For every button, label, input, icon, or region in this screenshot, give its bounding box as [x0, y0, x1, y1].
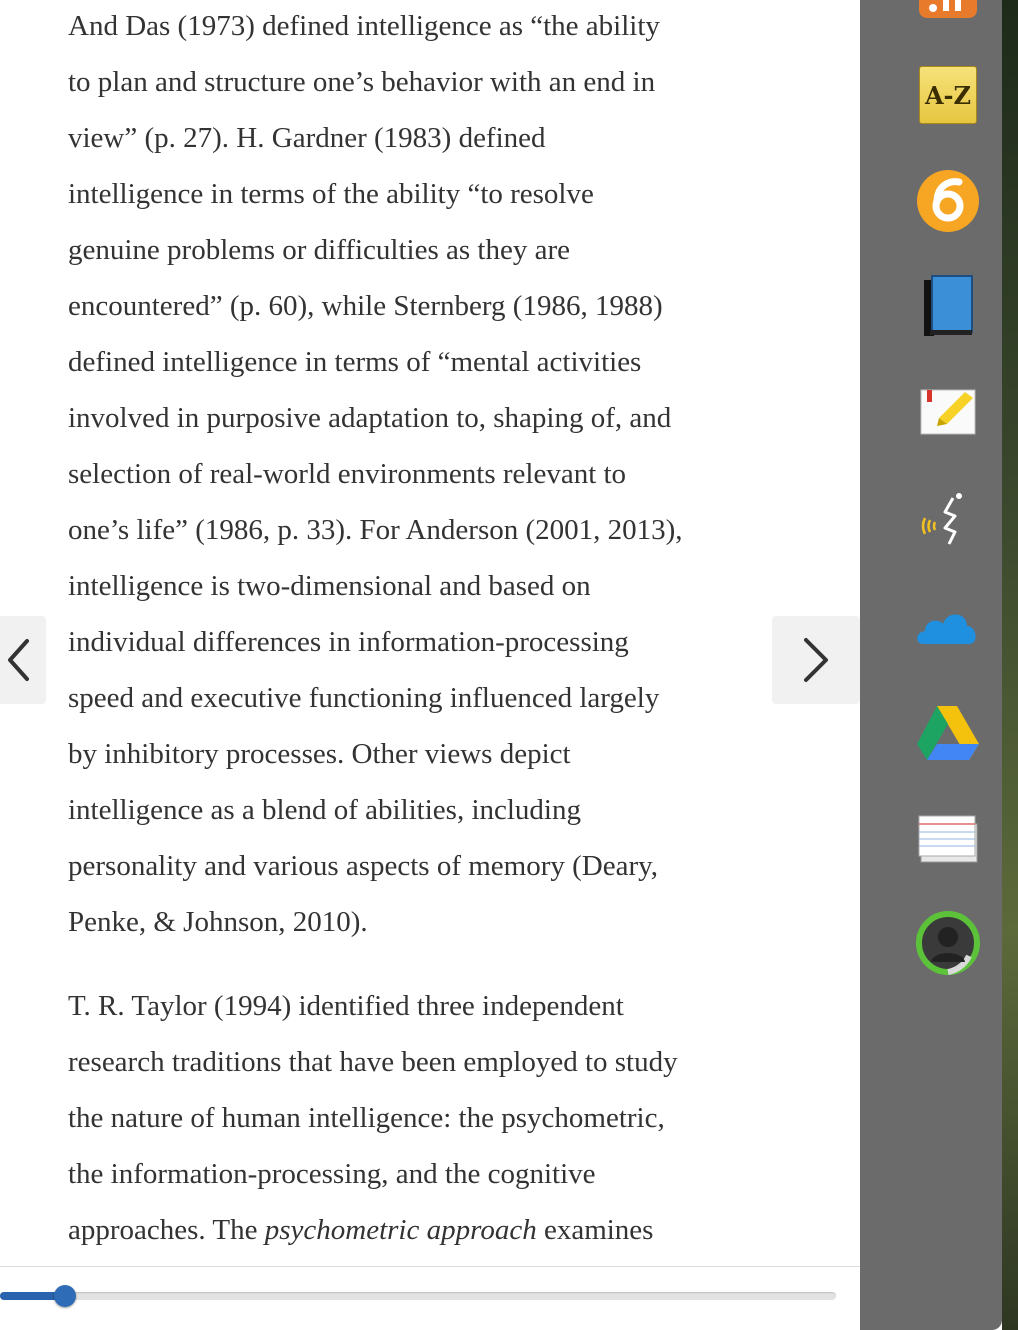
text-line: involved in purposive adaptation to, shaping of, and [68, 402, 672, 434]
text-to-speech-icon [915, 488, 981, 554]
book-icon [918, 272, 978, 338]
text-line: genuine problems or difficulties as they are [68, 234, 570, 266]
text-line: personality and various aspects of memory (Deary, [68, 850, 659, 882]
text-line: one’s life” (1986, p. 33). For Anderson (2001, 2013), [68, 514, 683, 546]
rss-feed-button[interactable] [915, 0, 981, 20]
text-line: to plan and structure one’s behavior with an end in [68, 66, 656, 98]
notes-highlight-button[interactable] [915, 378, 981, 444]
profile-avatar-button[interactable] [915, 910, 981, 976]
text-line: by inhibitory processes. Other views depict [68, 738, 571, 770]
onedrive-cloud-icon [915, 594, 981, 660]
google-drive-icon [915, 700, 981, 766]
flashcards-button[interactable] [915, 804, 981, 870]
flashcards-icon [915, 804, 981, 870]
text-line: defined intelligence in terms of “mental activities [68, 346, 642, 378]
chevron-right-icon [801, 637, 831, 683]
chevron-left-icon [5, 638, 31, 682]
six-app-button[interactable] [915, 168, 981, 234]
paragraph-2 [68, 978, 678, 1258]
text-line: And Das (1973) defined intelligence as “the ability [68, 10, 660, 42]
side-toolbar [860, 0, 1002, 1330]
next-page-button[interactable] [772, 616, 860, 704]
a-z-index-button[interactable] [915, 62, 981, 128]
profile-avatar-icon [915, 910, 981, 976]
text-line: intelligence as a blend of abilities, including [68, 794, 581, 826]
onedrive-cloud-button[interactable] [915, 594, 981, 660]
text-line: individual differences in information-processing [68, 626, 629, 658]
a-z-index-icon: A-Z [919, 66, 977, 124]
google-drive-button[interactable] [915, 700, 981, 766]
desktop-background-edge [1002, 0, 1018, 1330]
reading-progress-bar [0, 1266, 860, 1330]
text-line: the nature of human intelligence: the psychometric, [68, 1102, 665, 1134]
emphasis-psychometric-approach: psychometric approach [264, 1214, 537, 1246]
book-button[interactable] [915, 272, 981, 338]
previous-page-button[interactable] [0, 616, 46, 704]
text-line: selection of real-world environments relevant to [68, 458, 627, 490]
text-line: intelligence in terms of the ability “to resolve [68, 178, 594, 210]
text-line: Penke, & Johnson, 2010). [68, 906, 368, 938]
text-line: view” (p. 27). H. Gardner (1983) defined [68, 122, 546, 154]
rss-feed-icon [915, 0, 981, 20]
text-line: intelligence is two-dimensional and based on [68, 570, 591, 602]
text-to-speech-button[interactable] [915, 488, 981, 554]
text-line: speed and executive functioning influenced largely [68, 682, 660, 714]
text-line: encountered” (p. 60), while Sternberg (1986, 1988) [68, 290, 663, 322]
paragraph-2-last-line: approaches. The psychometric approach examines [68, 1214, 654, 1246]
progress-slider-handle[interactable] [54, 1285, 76, 1307]
text-line: the information-processing, and the cognitive [68, 1158, 596, 1190]
text-line: T. R. Taylor (1994) identified three independent [68, 990, 624, 1022]
six-app-icon [915, 168, 981, 234]
notes-highlight-icon [915, 378, 981, 444]
paragraph-1 [68, 0, 683, 950]
text-line: research traditions that have been employed to study [68, 1046, 678, 1078]
progress-track[interactable] [0, 1292, 836, 1300]
